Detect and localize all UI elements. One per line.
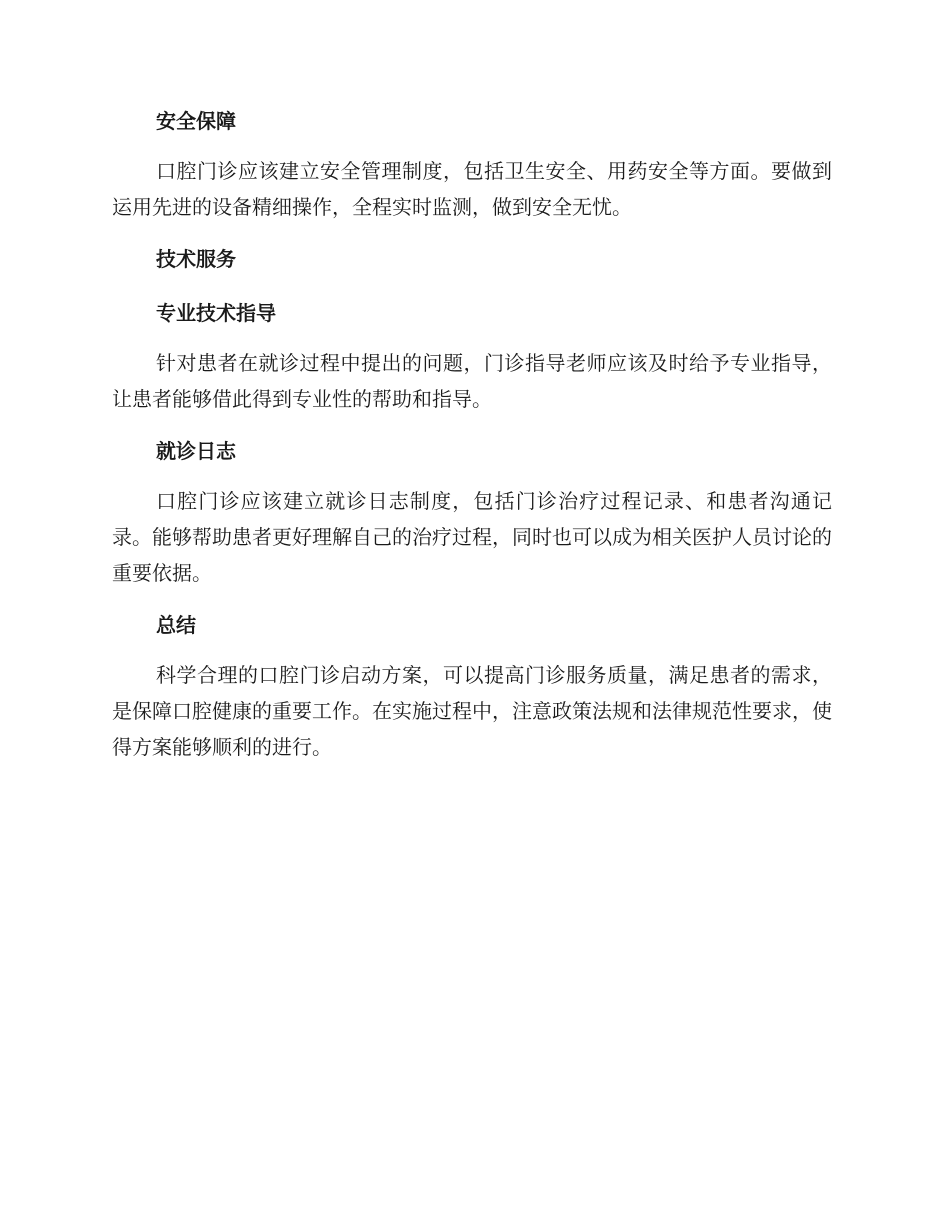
section-heading-summary: 总结: [156, 613, 196, 637]
section-paragraph-summary: 科学合理的口腔门诊启动方案，可以提高门诊服务质量，满足患者的需求，是保障口腔健康的重要工作。在实施过程中，注意政策法规和法律规范性要求，使得方案能够顺利的进行。: [112, 663, 832, 759]
section-paragraph-tech-guidance: 针对患者在就诊过程中提出的问题，门诊指导老师应该及时给予专业指导，让患者能够借此得到专业性的帮助和指导。: [112, 351, 832, 411]
section-heading-visit-log: 就诊日志: [156, 439, 236, 463]
section-heading-tech-service: 技术服务: [156, 247, 236, 271]
section-heading-safety: 安全保障: [156, 109, 236, 133]
section-paragraph-safety: 口腔门诊应该建立安全管理制度，包括卫生安全、用药安全等方面。要做到运用先进的设备精细操作，全程实时监测，做到安全无忧。: [112, 159, 832, 219]
section-paragraph-visit-log: 口腔门诊应该建立就诊日志制度，包括门诊治疗过程记录、和患者沟通记录。能够帮助患者更好理解自己的治疗过程，同时也可以成为相关医护人员讨论的重要依据。: [112, 489, 832, 585]
section-heading-tech-guidance: 专业技术指导: [156, 301, 276, 325]
document-page: [112, 104, 832, 765]
